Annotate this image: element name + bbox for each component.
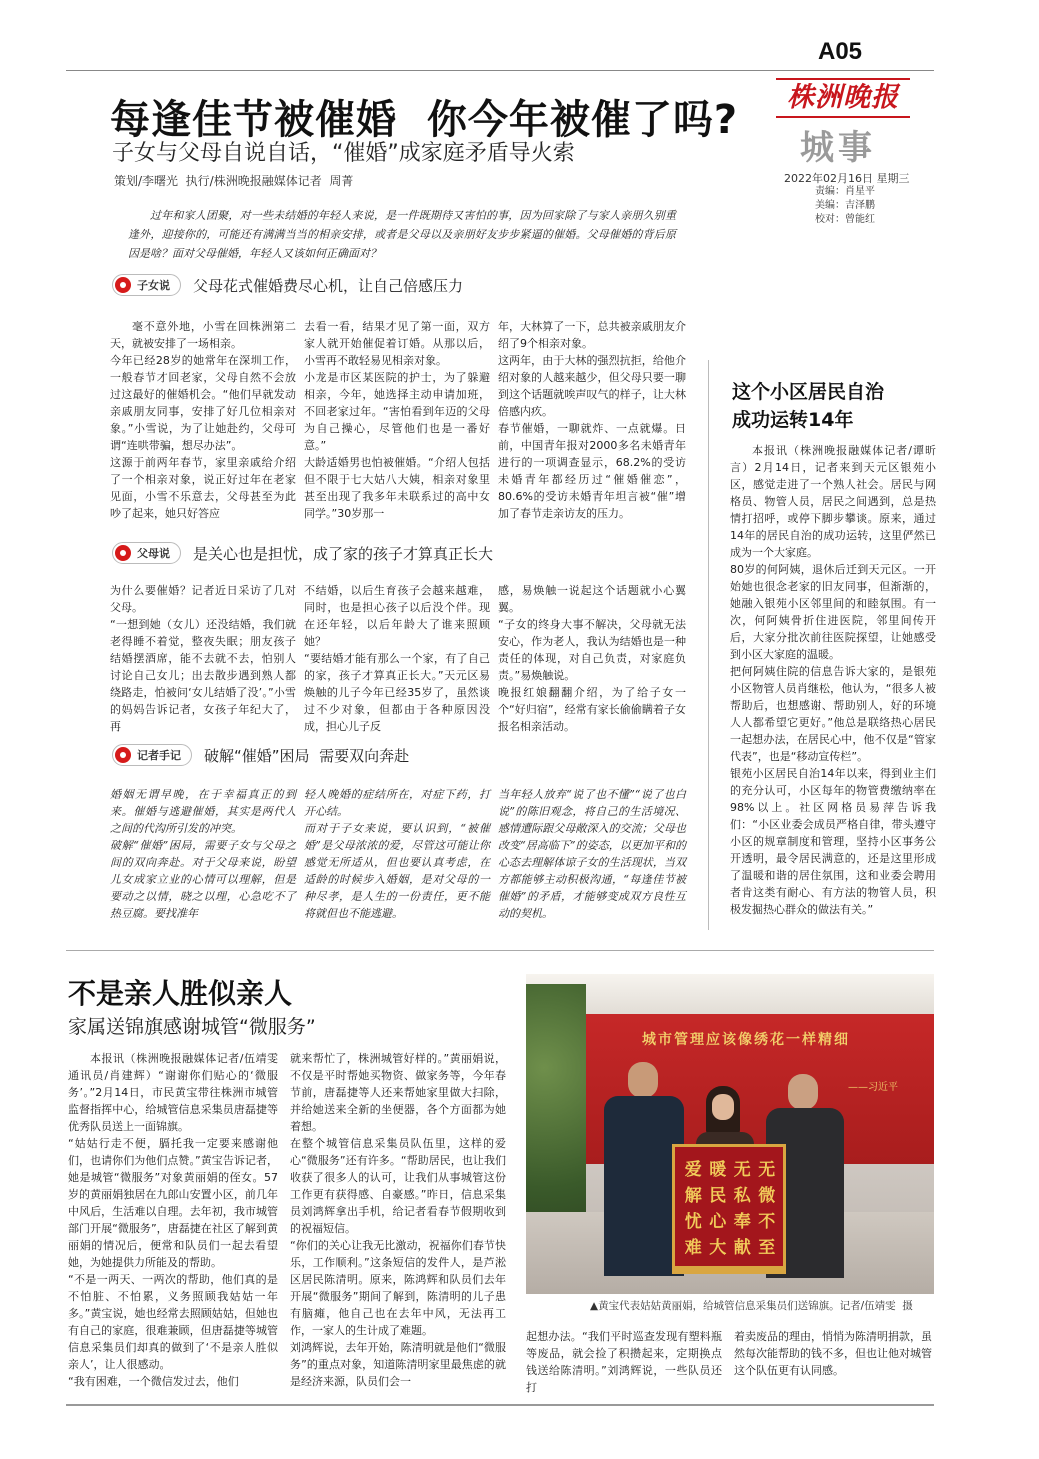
issue-date: 2022年02月16日 星期三 — [784, 172, 910, 185]
article-column: 轻人晚婚的症结所在，对症下药，打开心结。 而对于子女来说，要认识到，“被催婚”是父母浓浓的爱，尽管这可能让你感觉无所适从，但也要认真考虑，在适龄的时候步入婚姻，是对父母的一种尽孝，是人生的一份责任，更不能将就但也不能逃避。 — [304, 788, 490, 920]
brand-name: 株洲晚报 — [787, 82, 899, 113]
wall-slogan-attribution: ——习近平 — [848, 1082, 898, 1093]
banner-character: 民 — [709, 1186, 727, 1206]
main-headline: 每逢佳节被催婚 你今年被催了吗? — [110, 97, 739, 143]
silk-banner — [672, 1144, 786, 1274]
page-number: A05 — [818, 38, 863, 65]
main-byline: 策划/李曙光 执行/株洲晚报融媒体记者 周菁 — [114, 174, 354, 188]
article-column: 本报讯（株洲晚报融媒体记者/伍靖雯 通讯员/肖建辉）“谢谢你们贴心的‘微服务’。”2月14日，市民黄宝带往株洲市城管监督指挥中心，给城管信息采集员唐磊捷等优秀队员送上一面锦旗。 “姑姑行走不便，膈托我一定要来感谢他们，也请你们为他们点赞。”黄宝告诉记者，她是城管“微服务”对象黄丽娟的侄女。57岁的黄丽娟独居在九郎山安置小区，前几年中风后，生活难以自理。去年初，我市城管部门开展“微服务”，唐磊捷在社区了解到黄丽娟的情况后，便常和队员们一起去看望她，为她提供力所能及的帮助。 “不是一两天、一两次的帮助，他们真的是不怕脏、不怕累，义务照顾我姑姑一年多。”黄宝说，她也经常去照顾姑姑，但她也有自己的家庭，很难兼顾，但唐磊捷等城管信息采集员们却真的做到了‘不是亲人胜似亲人’，让人很感动。 “我有困难，一个微信发过去，他们 — [68, 1052, 278, 1388]
side-article-body: 本报讯（株洲晚报融媒体记者/谭昕言）2月14日，记者来到天元区银苑小区，感觉走进了一个熟人社会。居民与网格员、物管人员，居民之间遇到，总是热情打招呼，或停下脚步攀谈。原来，通过14年的居民自治的成功运转，这里俨然已成为一个大家庭。 80岁的何阿姨，退休后迁到天元区。一开始她也很念老家的旧友同事，但渐渐的，她融入银苑小区邻里间的和睦氛围。有一次，何阿姨骨折住进医院，邻里间传开后，大家分批次前往医院探望，让她感受到小区大家庭的温暖。 把何阿姨住院的信息告诉大家的，是银苑小区物管人员肖继松，他认为，“很多人被帮助后，也想感谢、帮助别人，好的环境人人都希望它更好。”他总是联络热心居民一起想办法，在居民心中，他不仅是“管家代表”，也是“移动宣传栏”。 银苑小区居民自治14年以来，得到业主们的充分认可，小区每年的物管费缴纳率在98%以上。社区网格员易萍告诉我们：“小区业委会成员严格自律，带头遵守小区的规章制度和管理，坚持小区事务公开透明，最令居民满意的，还是这里形成了温暖和谐的居住氛围，这和业委会聘用者肯这类有耐心、有方法的物管人员，积极发掘热心群众的做法有关。” — [730, 444, 936, 916]
banner-character: 解 — [684, 1186, 702, 1206]
section-tag: 父母说 — [112, 542, 181, 564]
section-header-children — [112, 272, 463, 298]
banner-character: 奉 — [733, 1212, 751, 1232]
section-name: 城事 — [800, 128, 876, 168]
section-header-parents — [112, 540, 493, 566]
person-woman-face — [712, 1094, 734, 1120]
side-headline — [732, 378, 884, 434]
article-column: 不结婚，以后生育孩子会越来越难，同时，也是担心孩子以后没个伴。现在还年轻，以后年龄大了谁来照顾她？ “要结婚才能有那么一个家，有了自己的家，孩子才算真正长大。”天元区易焕触的儿子今年已经35岁了，虽然谈过不少对象，但都由于各种原因没成，担心儿子反 — [304, 584, 490, 733]
editor-credits — [815, 185, 875, 227]
side-headline-line1: 这个小区居民自治 — [732, 381, 885, 403]
credit-editor: 责编：肖星平 — [815, 186, 875, 197]
banner-character: 私 — [733, 1186, 751, 1206]
article-column: 去看一看，结果才见了第一面，双方家人就开始催促着订婚。从那以后，小雪再不敢轻易见相亲对象。 小龙是市区某医院的护士，为了躲避相亲，今年，她选择主动申请加班，不回老家过年。“害怕看到年迈的父母为自己操心，尽管他们也是一番好意。” 大龄适婚男也怕被催婚。“介绍人包括但不限于七大姑八大姨，相亲对象里甚至出现了我多年未联系过的高中女同学。”30岁那一 — [304, 320, 490, 520]
banner-character: 微 — [758, 1186, 776, 1206]
main-intro: 过年和家人团聚，对一些未结婚的年轻人来说，是一件既期待又害怕的事，因为回家除了与家人亲朋久别重逢外，迎接你的，可能还有满满当当的相亲安排，或者是父母以及亲朋好友步步紧逼的催婚。父母催婚的背后原因是啥？面对父母催婚，年轻人又该如何正确面对？ — [128, 209, 676, 260]
credit-designer: 美编：吉泽鹏 — [815, 200, 875, 211]
article-column: 为什么要催婚？记者近日采访了几对父母。 “一想到她（女儿）还没结婚，我们就老得睡不着觉，整夜失眠；朋友孩子结婚摆酒席，能不去就不去，怕别人讨论自己女儿；出去散步遇到熟人都绕路走，怕被问‘女儿结婚了没’。”小雪的妈妈告诉记者，女孩子年纪大了，再 — [110, 584, 296, 733]
section-tag: 记者手记 — [112, 744, 192, 766]
banner-character: 爱 — [684, 1160, 702, 1180]
article-column: 起想办法。“我们平时巡查发现有塑料瓶等废品，就会捡了积攒起来，定期换点钱送给陈清明。”刘鸿辉说，一些队员还打 — [526, 1330, 722, 1394]
banner-character: 无 — [733, 1160, 751, 1180]
article-column: 感，易焕触一说起这个话题就小心翼翼。 “子女的终身大事不解决，父母就无法安心，作为老人，我认为结婚也是一种责任的体现，对自己负责，对家庭负责。”易焕触说。 晚报红娘翻翻介绍，为了给子女一个“好归宿”，经常有家长偷偷瞒着子女报名相亲活动。 — [498, 584, 686, 733]
person-officer-head — [628, 1062, 658, 1098]
person-man-head — [788, 1074, 818, 1110]
silk-banner-text — [681, 1157, 779, 1261]
banner-character: 献 — [733, 1238, 751, 1258]
masthead-logo — [776, 78, 910, 118]
section-title: 父母花式催婚费尽心机，让自己倍感压力 — [193, 276, 464, 295]
bottom-subhead: 家属送锦旗感谢城管“微服务” — [68, 1016, 316, 1038]
bottom-headline: 不是亲人胜似亲人 — [68, 977, 293, 1010]
ceiling — [526, 974, 934, 1014]
article-column: 年，大林算了一下，总共被亲戚朋友介绍了9个相亲对象。 这两年，由于大林的强烈抗拒，给他介绍对象的人越来越少，但父母只要一聊到这个话题就唉声叹气的样子，让大林倍感内疚。 春节催婚，一聊就炸、一点就爆。日前，中国青年报对2000多名未婚青年进行的一项调查显示，68.2%的受访未婚青年都经历过“催婚催恋”，80.6%的受访未婚青年坦言被“催”增加了春节走亲访友的压力。 — [498, 320, 686, 520]
news-photo — [526, 974, 934, 1294]
banner-character: 难 — [684, 1238, 702, 1258]
section-bullet-icon — [115, 747, 131, 763]
banner-character: 至 — [758, 1238, 776, 1258]
section-tag: 子女说 — [112, 274, 181, 296]
banner-character: 心 — [709, 1212, 727, 1232]
article-column: 就来帮忙了，株洲城管好样的。”黄丽娟说，不仅是平时帮她买物资、做家务等，今年春节前，唐磊捷等人还来帮她家里做大扫除，并给她送来全新的坐便器，各个方面都为她着想。 在整个城管信息采集员队伍里，这样的爱心“微服务”还有许多。“帮助居民，也让我们收获了很多人的认可，让我们从事城管这份工作更有获得感、自豪感。”昨日，信息采集员刘鸿辉拿出手机，给记者看春节假期收到的祝福短信。 “你们的关心让我无比激动，祝福你们春节快乐，工作顺利。”这条短信的发件人，是芦淞区居民陈清明。原来，陈鸿辉和队员们去年开展“微服务”期间了解到，陈清明的儿子患有脑瘫，他自己也在去年中风，无法再工作，一家人的生计成了难题。 刘鸿辉说，去年开始，陈清明就是他们“微服务”的重点对象，知道陈清明家里最焦虑的就是经济来源，队员们会一 — [290, 1052, 506, 1388]
banner-character: 暖 — [709, 1160, 727, 1180]
column-divider — [708, 360, 709, 930]
photo-caption: ▲黄宝代表姑姑黄丽娟，给城管信息采集员们送锦旗。记者/伍靖雯 摄 — [590, 1300, 913, 1312]
side-headline-line2: 成功运转14年 — [732, 409, 854, 431]
main-subhead: 子女与父母自说自话，“催婚”成家庭矛盾导火索 — [112, 141, 575, 166]
section-title: 是关心也是担忧，成了家的孩子才算真正长大 — [193, 544, 494, 563]
credit-proofreader: 校对：曾能红 — [815, 214, 875, 225]
article-column: 婚姻无谓早晚，在于幸福真正的到来。催婚与逃避催婚，其实是两代人之间的代沟所引发的冲突。 破解“催婚”困局，需要子女与父母之间的双向奔赴。对于父母来说，盼望儿女成家立业的心情可以理解，但是要动之以情，晓之以理，心急吃不了热豆腐。要找准年 — [110, 788, 296, 920]
section-header-reporter-note — [112, 742, 409, 768]
section-bullet-icon — [115, 545, 131, 561]
article-column: 着卖废品的理由，悄悄为陈清明捐款，虽然每次能帮助的钱不多，但也让他对城管这个队伍更有认同感。 — [734, 1330, 932, 1377]
article-column: 当年轻人放弃“说了也不懂”“说了也白说”的陈旧观念，将自己的生活境况、感情遭际跟父母敞深入的交流；父母也改变“居高临下”的姿态，以更加平和的心态去理解体谅子女的生活现状，当双方都能够主动积极沟通，“每逢佳节被催婚”的矛盾，才能够变成双方良性互动的契机。 — [498, 788, 686, 920]
section-title: 破解“催婚”困局 需要双向奔赴 — [204, 746, 410, 765]
wall-slogan: 城市管理应该像绣花一样精细 — [642, 1032, 850, 1048]
banner-character: 不 — [758, 1212, 776, 1232]
banner-character: 无 — [758, 1160, 776, 1180]
section-bullet-icon — [115, 277, 131, 293]
banner-character: 忧 — [684, 1212, 702, 1232]
banner-character: 大 — [709, 1238, 727, 1258]
article-column: 毫不意外地，小雪在回株洲第二天，就被安排了一场相亲。 今年已经28岁的她常年在深圳工作，一般春节才回老家，父母自然不会放过这最好的催婚机会。“他们早就发动亲戚朋友同事，安排了好几位相亲对象。”小雪说，为了让她赴约，父母可谓“连哄带骗，想尽办法”。 这源于前两年春节，家里亲戚给介绍了一个相亲对象，说正好过年在老家见面，小雪不乐意去，父母甚至为此吵了起来，她只好答应 — [110, 320, 296, 520]
